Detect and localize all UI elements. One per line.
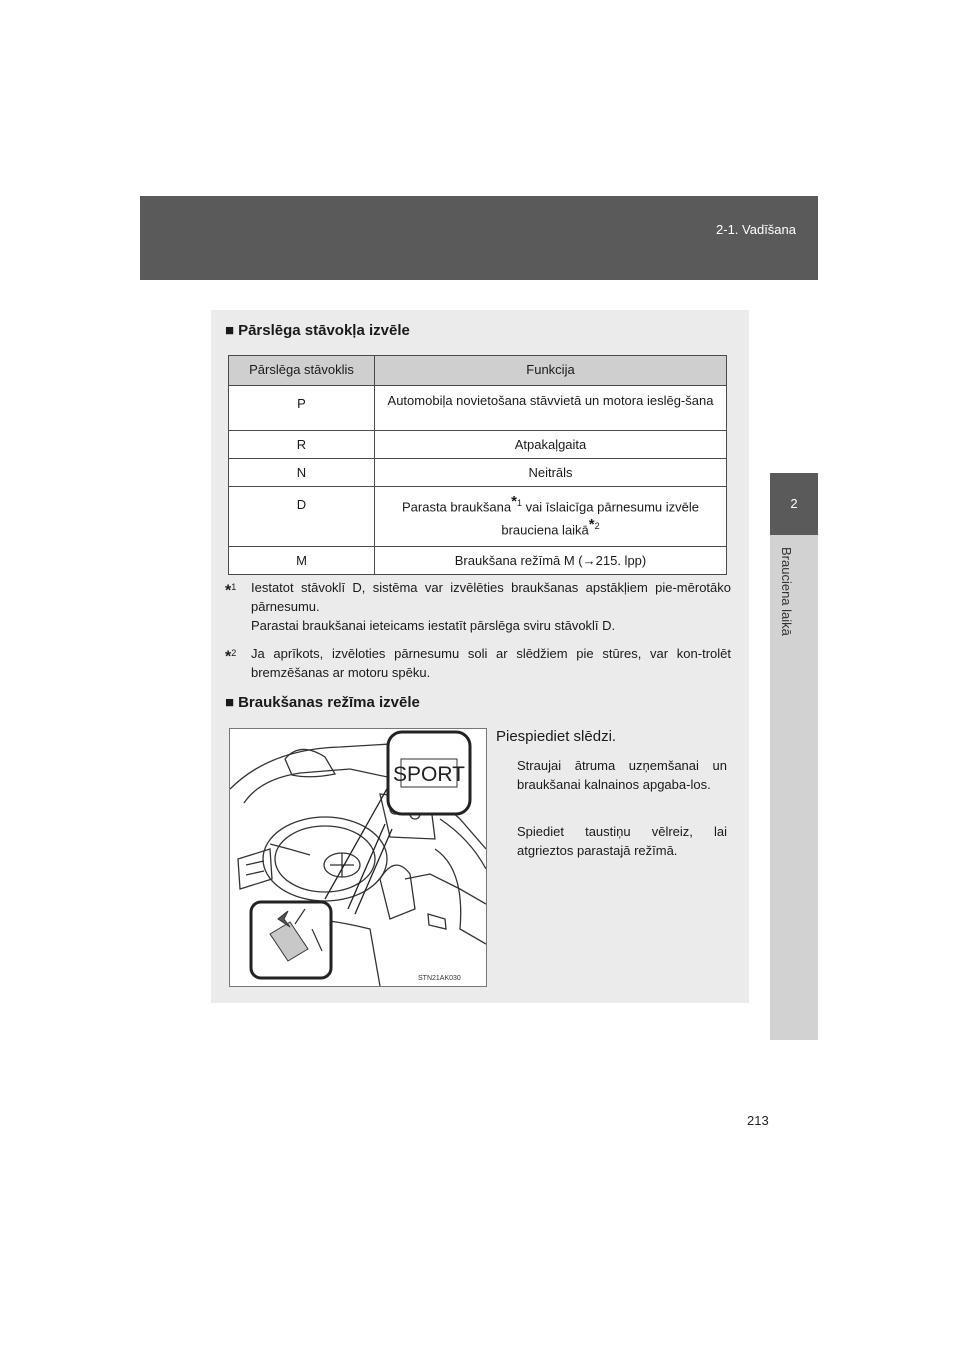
header-section-title: 2-1. Vadīšana (716, 222, 796, 237)
column-header-position: Pārslēga stāvoklis (229, 356, 375, 386)
footnote-2 (225, 644, 731, 682)
illustration-code: STN21AK030 (418, 975, 461, 982)
footnote-1-line1: Iestatot stāvoklī D, sistēma var izvēlēties braukšanas apstākļiem pie-mērotāko pārnesumu. (251, 580, 731, 614)
cell-position: P (229, 386, 375, 431)
chapter-number-tab: 2 (770, 473, 818, 535)
cell-function: Atpakaļgaita (375, 431, 727, 459)
table-row (229, 459, 727, 487)
cell-function: Braukšana režīmā M (→215. lpp) (375, 546, 727, 574)
page-number: 213 (747, 1113, 769, 1128)
car-interior-drawing (230, 729, 486, 986)
cell-function: Neitrāls (375, 459, 727, 487)
table-row (229, 546, 727, 574)
side-tab-background (770, 473, 818, 1040)
cell-position: N (229, 459, 375, 487)
section-title-text: Braukšanas režīma izvēle (238, 694, 420, 711)
cell-position: R (229, 431, 375, 459)
content-panel (211, 310, 749, 1003)
column-header-function: Funkcija (375, 356, 727, 386)
footnote-1 (225, 578, 731, 635)
footnote-ref-2: *2 (588, 516, 600, 534)
footnote-ref-1: *1 (511, 493, 522, 510)
table-header-row (229, 356, 727, 386)
step-paragraph-1: Straujai ātruma uzņemšanai un braukšanai kalnainos apgaba-los. (517, 758, 727, 792)
header-band (140, 196, 818, 280)
cell-position: D (229, 487, 375, 547)
cell-position: M (229, 546, 375, 574)
footnote-marker: *$^1$ (225, 582, 237, 600)
footnote-marker: *$^2$ (225, 648, 237, 666)
section-title-text: Pārslēga stāvokļa izvēle (238, 322, 410, 339)
chapter-title-vertical: Brauciena laikā (779, 547, 794, 636)
function-text-part1: Parasta braukšana (401, 499, 512, 515)
footnote-1-line2: Parastai braukšanai ieteicams iestatīt pārslēga sviru stāvoklī D. (251, 618, 616, 633)
table-row (229, 386, 727, 431)
table-row (229, 487, 727, 547)
cell-function (375, 487, 727, 547)
table-row (229, 431, 727, 459)
gear-position-table (228, 355, 727, 575)
sport-button-label: SPORT (393, 763, 465, 786)
section-drive-mode-title (225, 694, 420, 711)
cell-function: Automobiļa novietošana stāvvietā un motora ieslēg-šana (375, 386, 727, 431)
function-text-part2: vai īslaicīga pārnesumu izvēle brauciena laikā (501, 499, 699, 538)
step-paragraph-2: Spiediet taustiņu vēlreiz, lai atgrieztos parastajā režīmā. (517, 824, 727, 858)
square-bullet-icon: ■ (225, 322, 235, 339)
section-gear-selection-title (225, 322, 410, 339)
sport-button-illustration (229, 728, 487, 987)
footnote-2-text: Ja aprīkots, izvēloties pārnesumu soli ar slēdžiem pie stūres, var kon-trolēt bremzēšanas ar motoru spēku. (251, 646, 731, 680)
step-instruction: Piespiediet slēdzi. (496, 728, 617, 745)
square-bullet-icon: ■ (225, 694, 235, 711)
